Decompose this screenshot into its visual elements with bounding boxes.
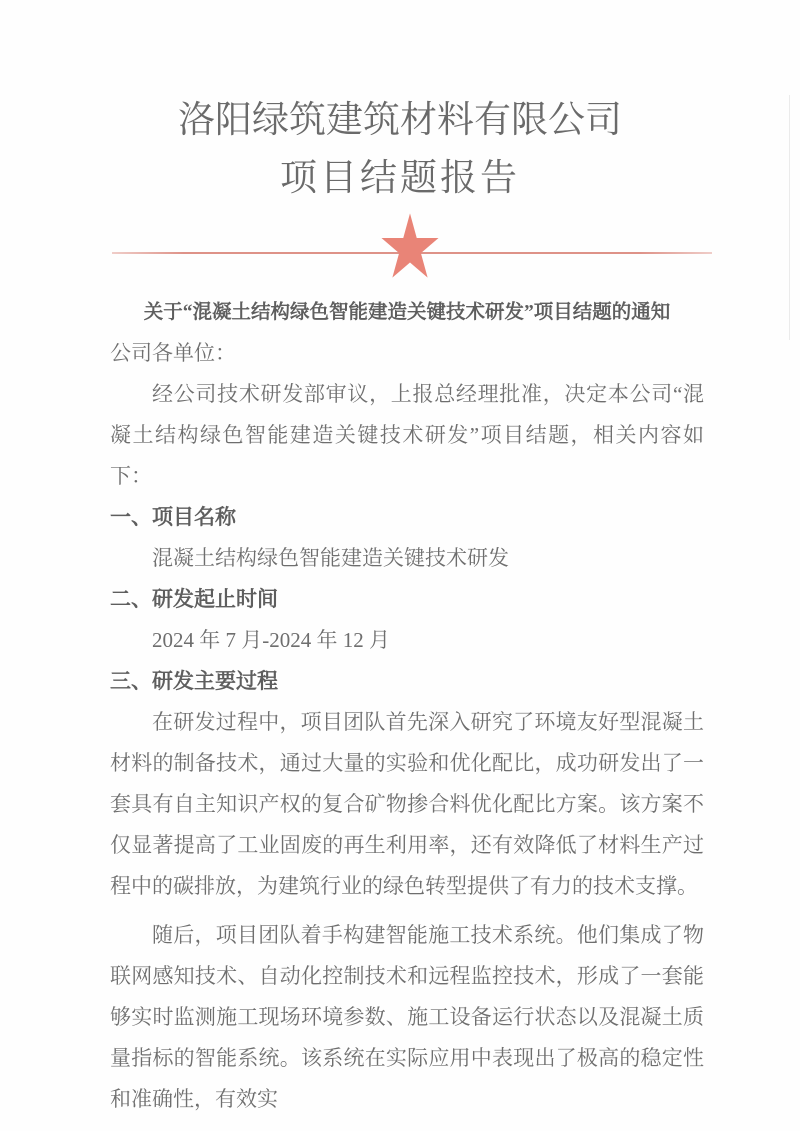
section-body-project-name: 混凝土结构绿色智能建造关键技术研发 — [152, 546, 509, 570]
document-body — [110, 292, 704, 1120]
scanner-edge-artifact — [789, 95, 790, 340]
red-star-icon — [380, 212, 440, 283]
company-name-title: 洛阳绿筑建筑材料有限公司 — [178, 100, 622, 141]
section-body-rd-period: 2024 年 7 月-2024 年 12 月 — [152, 628, 390, 652]
rd-process-paragraph-2: 随后，项目团队着手构建智能施工技术系统。他们集成了物联网感知技术、自动化控制技术和远程监控技术，形成了一套能够实时监测施工现场环境参数、施工设备运行状态以及混凝土质量指标的智能系统。该系统在实际应用中表现出了极高的稳定性和准确性，有效实 — [110, 923, 704, 1111]
intro-paragraph: 经公司技术研发部审议，上报总经理批准，决定本公司“混凝土结构绿色智能建造关键技术研发”项目结题，相关内容如下： — [110, 382, 704, 488]
report-title: 项目结题报告 — [280, 158, 520, 199]
salutation-line: 公司各单位： — [110, 341, 236, 365]
section-heading-rd-period: 二、研发起止时间 — [110, 587, 278, 611]
rd-process-paragraph-1: 在研发过程中，项目团队首先深入研究了环境友好型混凝土材料的制备技术，通过大量的实验和优化配比，成功研发出了一套具有自主知识产权的复合矿物掺合料优化配比方案。该方案不仅显著提高了工业固废的再生利用率，还有效降低了材料生产过程中的碳排放，为建筑行业的绿色转型提供了有力的技术支撑。 — [110, 710, 704, 898]
notice-subject-line: 关于“混凝土结构绿色智能建造关键技术研发”项目结题的通知 — [143, 302, 671, 323]
section-heading-rd-process: 三、研发主要过程 — [110, 669, 278, 693]
section-heading-project-name: 一、项目名称 — [110, 505, 236, 529]
